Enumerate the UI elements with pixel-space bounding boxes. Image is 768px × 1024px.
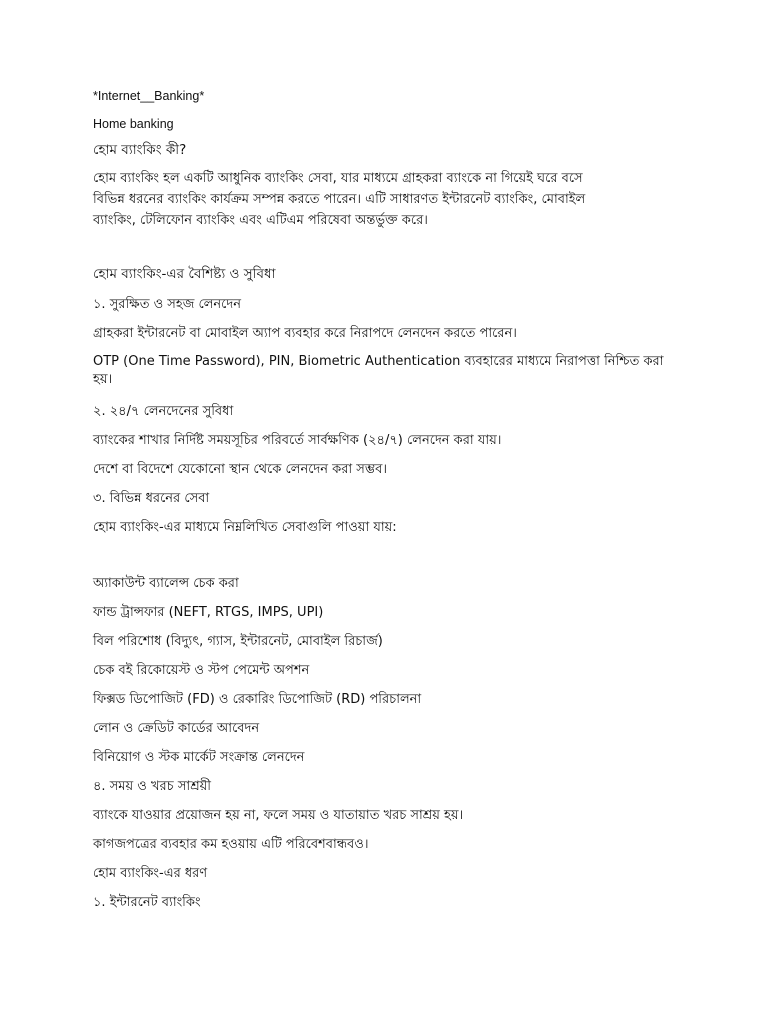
list-item: ফিক্সড ডিপোজিট (FD) ও রেকারিং ডিপোজিট (RD) পরিচালনা [93,692,422,707]
intro-paragraph: হোম ব্যাংকিং হল একটি আধুনিক ব্যাংকিং সেবা, যার মাধ্যমে গ্রাহকরা ব্যাংকে না গিয়েই ঘরে বসে বিভিন্ন ধরনের ব্যাংকিং কার্যক্রম সম্পন্ন করতে পারেন। এটি সাধারণত ইন্টারনেট ব্যাংকিং, মোবাইল ব্যাংকিং, টেলিফোন ব্যাংকিং এবং এটিএম পরিষেবা অন্তর্ভুক্ত করে। [93,171,586,228]
heading-features: হোম ব্যাংকিং-এর বৈশিষ্ট্য ও সুবিধা [93,266,276,282]
document-title: *Internet__Banking* [93,89,205,103]
list-item: বিল পরিশোধ (বিদ্যুৎ, গ্যাস, ইন্টারনেট, মোবাইল রিচার্জ) [93,634,383,649]
text-cost-1: ব্যাংকে যাওয়ার প্রয়োজন হয় না, ফলে সময় ও যাতায়াত খরচ সাশ্রয় হয়। [93,808,464,823]
subtitle: Home banking [93,117,174,131]
heading-types: হোম ব্যাংকিং-এর ধরণ [93,866,208,881]
list-item: অ্যাকাউন্ট ব্যালেন্স চেক করা [93,576,239,591]
text-services-intro: হোম ব্যাংকিং-এর মাধ্যমে নিম্নলিখিত সেবাগুলি পাওয়া যায়: [93,520,397,535]
text-secure-2: OTP (One Time Password), PIN, Biometric Authentication ব্যবহারের মাধ্যমে নিরাপত্তা নিশ্চিত করা হয়। [93,354,664,387]
list-item: ফান্ড ট্রান্সফার (NEFT, RTGS, IMPS, UPI) [93,605,324,620]
subheading-internet-banking: ১. ইন্টারনেট ব্যাংকিং [93,895,201,910]
subheading-cost: ৪. সময় ও খরচ সাশ্রয়ী [93,779,212,794]
list-item: চেক বই রিকোয়েস্ট ও স্টপ পেমেন্ট অপশন [93,663,310,678]
text-secure-1: গ্রাহকরা ইন্টারনেট বা মোবাইল অ্যাপ ব্যবহার করে নিরাপদে লেনদেন করতে পারেন। [93,326,517,341]
list-item: বিনিয়োগ ও স্টক মার্কেট সংক্রান্ত লেনদেন [93,750,305,765]
text-247-1: ব্যাংকের শাখার নির্দিষ্ট সময়সূচির পরিবর্তে সার্বক্ষণিক (২৪/৭) লেনদেন করা যায়। [93,433,502,448]
list-item: লোন ও ক্রেডিট কার্ডের আবেদন [93,721,260,736]
subheading-247: ২. ২৪/৭ লেনদেনের সুবিধা [93,404,234,419]
subheading-services: ৩. বিভিন্ন ধরনের সেবা [93,491,210,506]
text-cost-2: কাগজপত্রের ব্যবহার কম হওয়ায় এটি পরিবেশবান্ধবও। [93,837,369,852]
heading-what-is: হোম ব্যাংকিং কী? [93,142,187,158]
text-247-2: দেশে বা বিদেশে যেকোনো স্থান থেকে লেনদেন করা সম্ভব। [93,462,388,477]
subheading-secure: ১. সুরক্ষিত ও সহজ লেনদেন [93,297,241,312]
